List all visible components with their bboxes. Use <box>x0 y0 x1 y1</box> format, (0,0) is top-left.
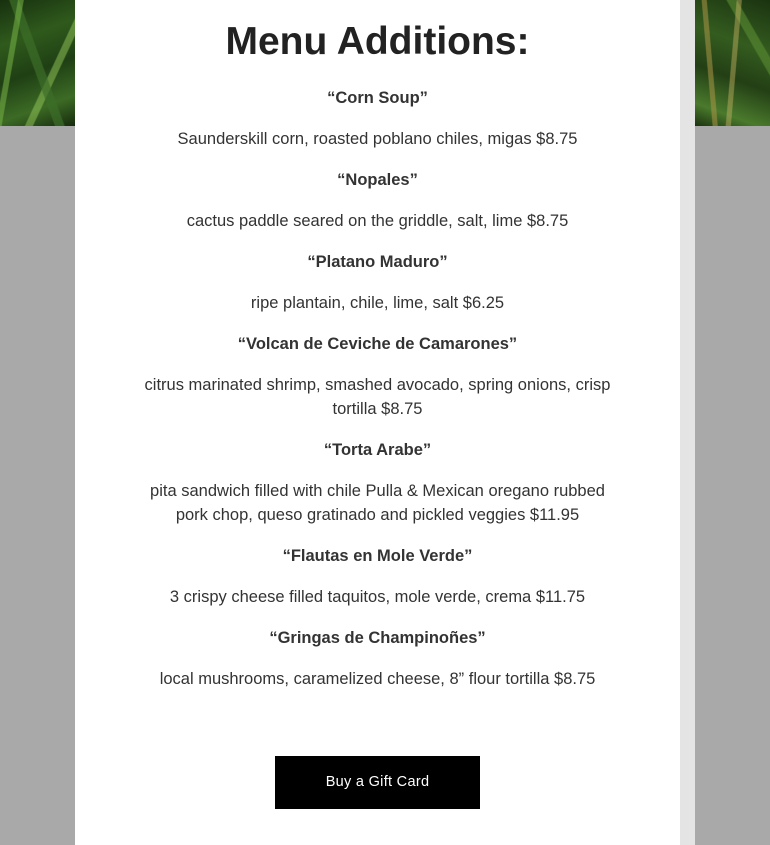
menu-item-description: citrus marinated shrimp, smashed avocado, spring onions, crisp tortilla $8.75 <box>144 376 611 418</box>
menu-item-name: “Nopales” <box>337 171 418 189</box>
menu-item <box>135 250 620 315</box>
menu-item-description: ripe plantain, chile, lime, salt $6.25 <box>250 294 505 312</box>
menu-item-name: “Platano Maduro” <box>307 253 448 271</box>
menu-item-name: “Gringas de Champinoñes” <box>269 629 486 647</box>
menu-item <box>135 86 620 151</box>
menu-additions-modal <box>75 0 680 845</box>
menu-item-name: “Torta Arabe” <box>323 441 432 459</box>
modal-title: Menu Additions: <box>225 20 530 63</box>
buy-gift-card-button[interactable]: Buy a Gift Card <box>275 756 480 809</box>
menu-item-description: 3 crispy cheese filled taquitos, mole verde, crema $11.75 <box>169 588 586 606</box>
menu-item-description: local mushrooms, caramelized cheese, 8” flour tortilla $8.75 <box>159 670 596 688</box>
menu-item-name: “Corn Soup” <box>327 89 428 107</box>
menu-item <box>135 168 620 233</box>
menu-item-name: “Flautas en Mole Verde” <box>282 547 473 565</box>
menu-item-name: “Volcan de Ceviche de Camarones” <box>237 335 518 353</box>
menu-item-description: Saunderskill corn, roasted poblano chiles, migas $8.75 <box>177 130 578 148</box>
menu-item-description: cactus paddle seared on the griddle, salt, lime $8.75 <box>186 212 569 230</box>
scrollbar-track[interactable] <box>680 0 695 845</box>
corn-field-background-image <box>0 0 75 126</box>
menu-item-description: pita sandwich filled with chile Pulla & Mexican oregano rubbed pork chop, queso gratinado and pickled veggies $11.95 <box>150 482 605 524</box>
menu-item <box>135 544 620 609</box>
menu-item <box>135 332 620 421</box>
menu-item <box>135 438 620 527</box>
corn-field-background-image <box>695 0 770 126</box>
menu-item <box>135 626 620 691</box>
menu-list <box>75 86 680 708</box>
